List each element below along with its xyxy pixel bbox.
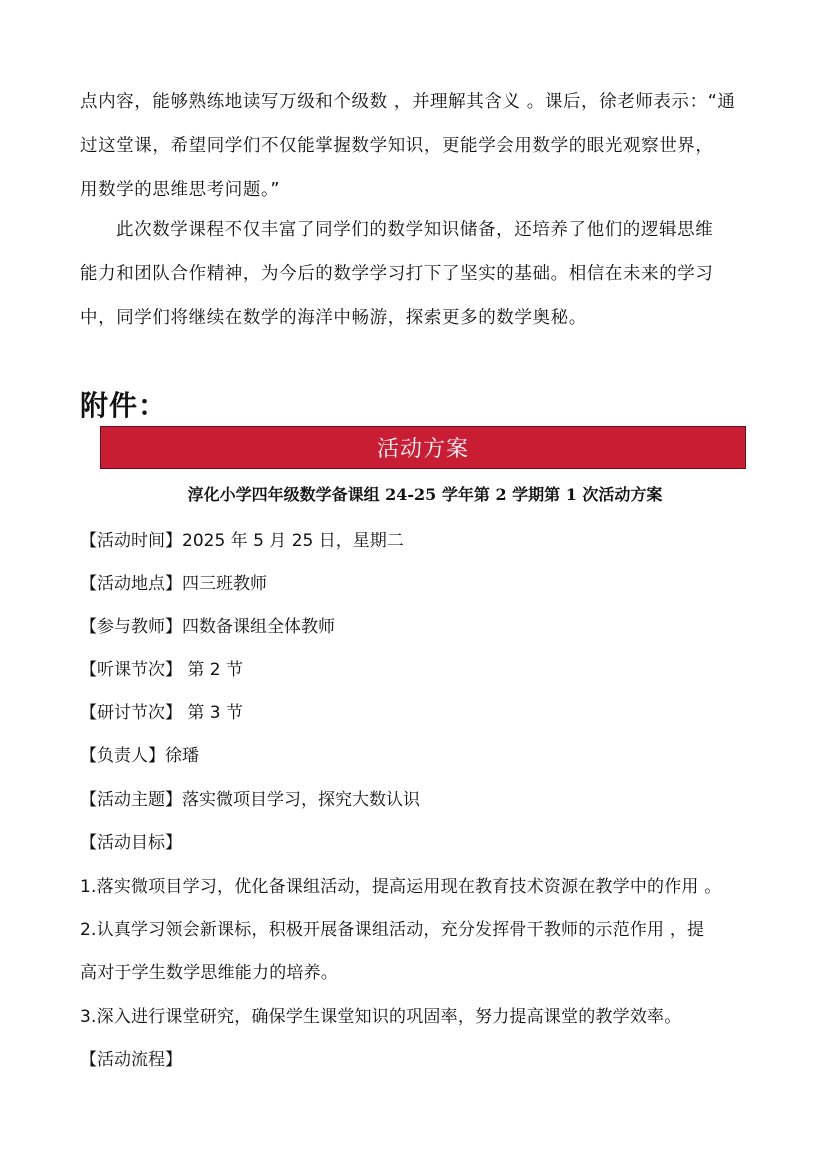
goal-item: 2.认真学习领会新课标，积极开展备课组活动，充分发挥骨干教师的示范作用 ，提	[80, 920, 705, 940]
intro-line: 过这堂课，希望同学们不仅能掌握数学知识，更能学会用数学的眼光观察世界，	[80, 136, 714, 156]
attachment-heading: 附件：	[80, 389, 168, 422]
field-activity-theme: 【活动主题】落实微项目学习，探究大数认识	[80, 790, 420, 810]
field-discussion-period: 【研讨节次】 第 3 节	[80, 703, 244, 723]
goal-item-continued: 高对于学生数学思维能力的培养。	[80, 963, 338, 983]
summary-line: 此次数学课程不仅丰富了同学们的数学知识储备，还培养了他们的逻辑思维	[116, 220, 714, 240]
field-person-in-charge: 【负责人】徐璠	[80, 746, 199, 766]
goals-heading: 【活动目标】	[80, 833, 182, 853]
goal-item: 3.深入进行课堂研究，确保学生课堂知识的巩固率，努力提高课堂的教学效率。	[80, 1007, 682, 1027]
intro-paragraph	[80, 80, 770, 212]
summary-line: 中，同学们将继续在数学的海洋中畅游，探索更多的数学奥秘。	[80, 308, 587, 328]
field-activity-time: 【活动时间】2025 年 5 月 25 日，星期二	[80, 531, 404, 551]
goal-item: 1.落实微项目学习，优化备课组活动，提高运用现在教育技术资源在教学中的作用 。	[80, 877, 722, 897]
intro-line: 用数学的思维思考问题。”	[80, 180, 281, 200]
summary-paragraph	[80, 208, 770, 340]
summary-line: 能力和团队合作精神，为今后的数学学习打下了坚实的基础。相信在未来的学习	[80, 264, 714, 284]
activity-plan-banner	[100, 426, 746, 469]
field-participants: 【参与教师】四数备课组全体教师	[80, 617, 335, 637]
field-lecture-period: 【听课节次】 第 2 节	[80, 660, 244, 680]
intro-line: 点内容，能够熟练地读写万级和个级数 ，并理解其含义 。课后，徐老师表示：“通	[80, 92, 736, 112]
field-activity-location: 【活动地点】四三班教师	[80, 574, 267, 594]
plan-title: 淳化小学四年级数学备课组 24-25 学年第 2 学期第 1 次活动方案	[187, 485, 663, 504]
banner-title: 活动方案	[376, 437, 469, 462]
process-heading: 【活动流程】	[80, 1050, 182, 1070]
